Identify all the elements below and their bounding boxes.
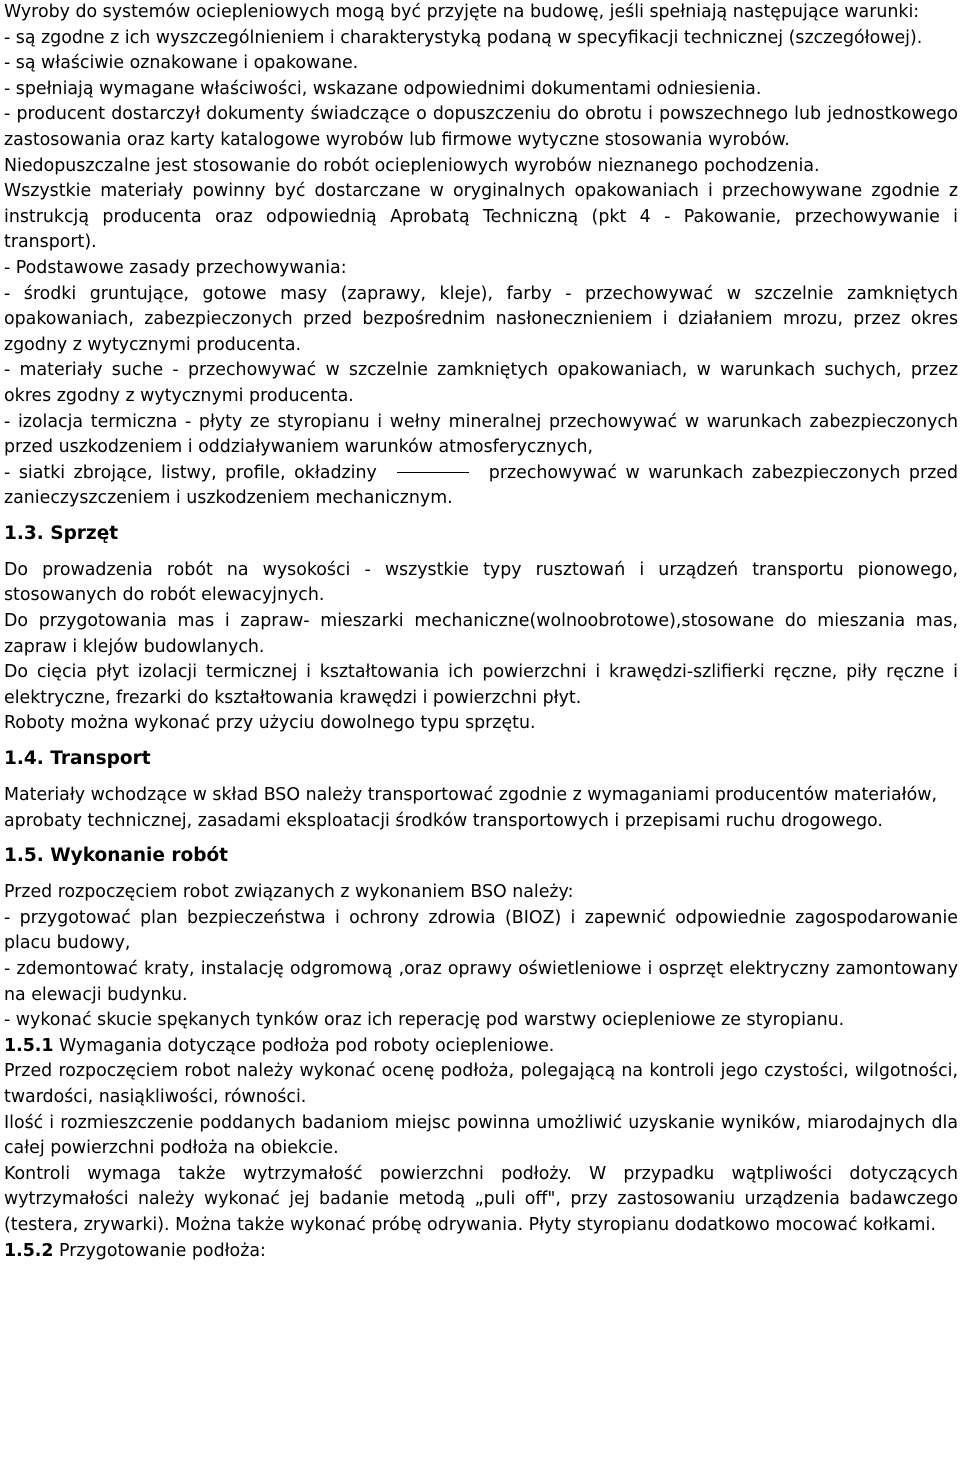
paragraph-storage-mesh xyxy=(4,461,958,512)
storage-mesh-part-1: - siatki zbrojące, listwy, profile, okładziny xyxy=(4,462,377,483)
storage-mesh-part-2: przechowywać w warunkach zabezpieczonych przed zanieczyszczeniem i uszkodzeniem mechanicznym. xyxy=(4,462,958,509)
paragraph-execution-plaster: - wykonać skucie spękanych tynków oraz ich reperację pod warstwy ociepleniowe ze styropianu. xyxy=(4,1010,845,1031)
paragraph-equipment-mixing: Do przygotowania mas i zapraw- mieszarki mechaniczne(wolnoobrotowe),stosowane do mieszania mas, zapraw i klejów budowlanych. xyxy=(4,611,958,657)
subsection-title: Wymagania dotyczące podłoża pod roboty ociepleniowe. xyxy=(59,1035,555,1056)
paragraph-unknown-origin: Niedopuszczalne jest stosowanie do robót ociepleniowych wyrobów nieznanego pochodzenia. xyxy=(4,155,820,176)
paragraph-execution-intro: Przed rozpoczęciem robot związanych z wykonaniem BSO należy: xyxy=(4,882,574,903)
paragraph-materials-delivery: Wszystkie materiały powinny być dostarczane w oryginalnych opakowaniach i przechowywane zgodnie z instrukcją producenta oraz odpowiednią Aprobatą Techniczną (pkt 4 - Pakowanie, przechowywanie i transport). xyxy=(4,181,958,253)
section-heading-transport: 1.4. Transport xyxy=(4,748,151,770)
paragraph-substrate-sampling: Ilość i rozmieszczenie poddanych badaniom miejsc powinna umożliwić uzyskanie wyników, miarodajnych dla całej powierzchni podłoża na obiekcie. xyxy=(4,1112,958,1159)
subsection-title: Przygotowanie podłoża: xyxy=(59,1240,266,1261)
paragraph-storage-dry: - materiały suche - przechowywać w szczelnie zamkniętych opakowaniach, w warunkach suchych, przez okres zgodny z wytycznymi producenta. xyxy=(4,360,958,406)
paragraph-storage-rules: - Podstawowe zasady przechowywania: xyxy=(4,257,347,278)
paragraph-storage-primers: - środki gruntujące, gotowe masy (zaprawy, kleje), farby - przechowywać w szczelnie zamkniętych opakowaniach, zabezpieczonych przed bezpośrednim nasłonecznieniem i działaniem mrozu, przez okres zgodny z wytycznymi producenta. xyxy=(4,283,958,355)
paragraph-substrate-strength: Kontroli wymaga także wytrzymałość powierzchni podłoży. W przypadku wątpliwości dotyczących wytrzymałości należy wykonać jej badanie metodą „puli off", przy zastosowaniu urządzenia badawczego (testera, zrywarki). Można także wykonać próbę odrywania. Płyty styropianu dodatkowo mocować kołkami. xyxy=(4,1163,958,1235)
paragraph-storage-insulation: - izolacja termiczna - płyty ze styropianu i wełny mineralnej przechowywać w warunkach zabezpieczonych przed uszkodzeniem i oddziaływaniem warunków atmosferycznych, xyxy=(4,411,958,458)
paragraph-substrate-assessment: Przed rozpoczęciem robot należy wykonać ocenę podłoża, polegającą na kontroli jego czystości, wilgotności, twardości, nasiąkliwości, równości. xyxy=(4,1061,958,1107)
paragraph-condition-3: - spełniają wymagane właściwości, wskazane odpowiednimi dokumentami odniesienia. xyxy=(4,78,762,99)
paragraph-intro: Wyroby do systemów ociepleniowych mogą być przyjęte na budowę, jeśli spełniają następujące warunki: xyxy=(4,2,920,22)
paragraph-condition-4: - producent dostarczył dokumenty świadczące o dopuszczeniu do obrotu i powszechnego lub jednostkowego zastosowania oraz karty katalogowe wyrobów lub firmowe wytyczne stosowania wyrobów. xyxy=(4,104,958,150)
subsection-heading-substrate-preparation xyxy=(4,1239,958,1265)
paragraph-equipment-any: Roboty można wykonać przy użyciu dowolnego typu sprzętu. xyxy=(4,713,536,734)
long-dash xyxy=(397,472,469,473)
paragraph-condition-2: - są właściwie oznakowane i opakowane. xyxy=(4,53,359,74)
paragraph-condition-1: - są zgodne z ich wyszczególnieniem i charakterystyką podaną w specyfikacji technicznej (szczegółowej). xyxy=(4,27,923,48)
paragraph-execution-bioz: - przygotować plan bezpieczeństwa i ochrony zdrowia (BIOZ) i zapewnić odpowiednie zagospodarowanie placu budowy, xyxy=(4,907,958,954)
subsection-number: 1.5.1 xyxy=(4,1035,54,1056)
paragraph-equipment-height: Do prowadzenia robót na wysokości - wszystkie typy rusztowań i urządzeń transportu pionowego, stosowanych do robót elewacyjnych. xyxy=(4,559,958,606)
section-heading-equipment: 1.3. Sprzęt xyxy=(4,522,119,544)
subsection-number: 1.5.2 xyxy=(4,1240,54,1261)
paragraph-execution-dismantle: - zdemontować kraty, instalację odgromową ,oraz oprawy oświetleniowe i osprzęt elektryczny zamontowany na elewacji budynku. xyxy=(4,959,958,1005)
subsection-heading-substrate-requirements xyxy=(4,1034,958,1060)
paragraph-equipment-cutting: Do cięcia płyt izolacji termicznej i kształtowania ich powierzchni i krawędzi-szlifierki ręczne, piły ręczne i elektryczne, frezarki do kształtowania krawędzi i powierzchni płyt. xyxy=(4,662,958,708)
section-heading-execution: 1.5. Wykonanie robót xyxy=(4,845,229,867)
paragraph-transport: Materiały wchodzące w skład BSO należy transportować zgodnie z wymaganiami producentów materiałów, aprobaty technicznej, zasadami eksploatacji środków transportowych i przepisami ruchu drogowego. xyxy=(4,785,937,831)
